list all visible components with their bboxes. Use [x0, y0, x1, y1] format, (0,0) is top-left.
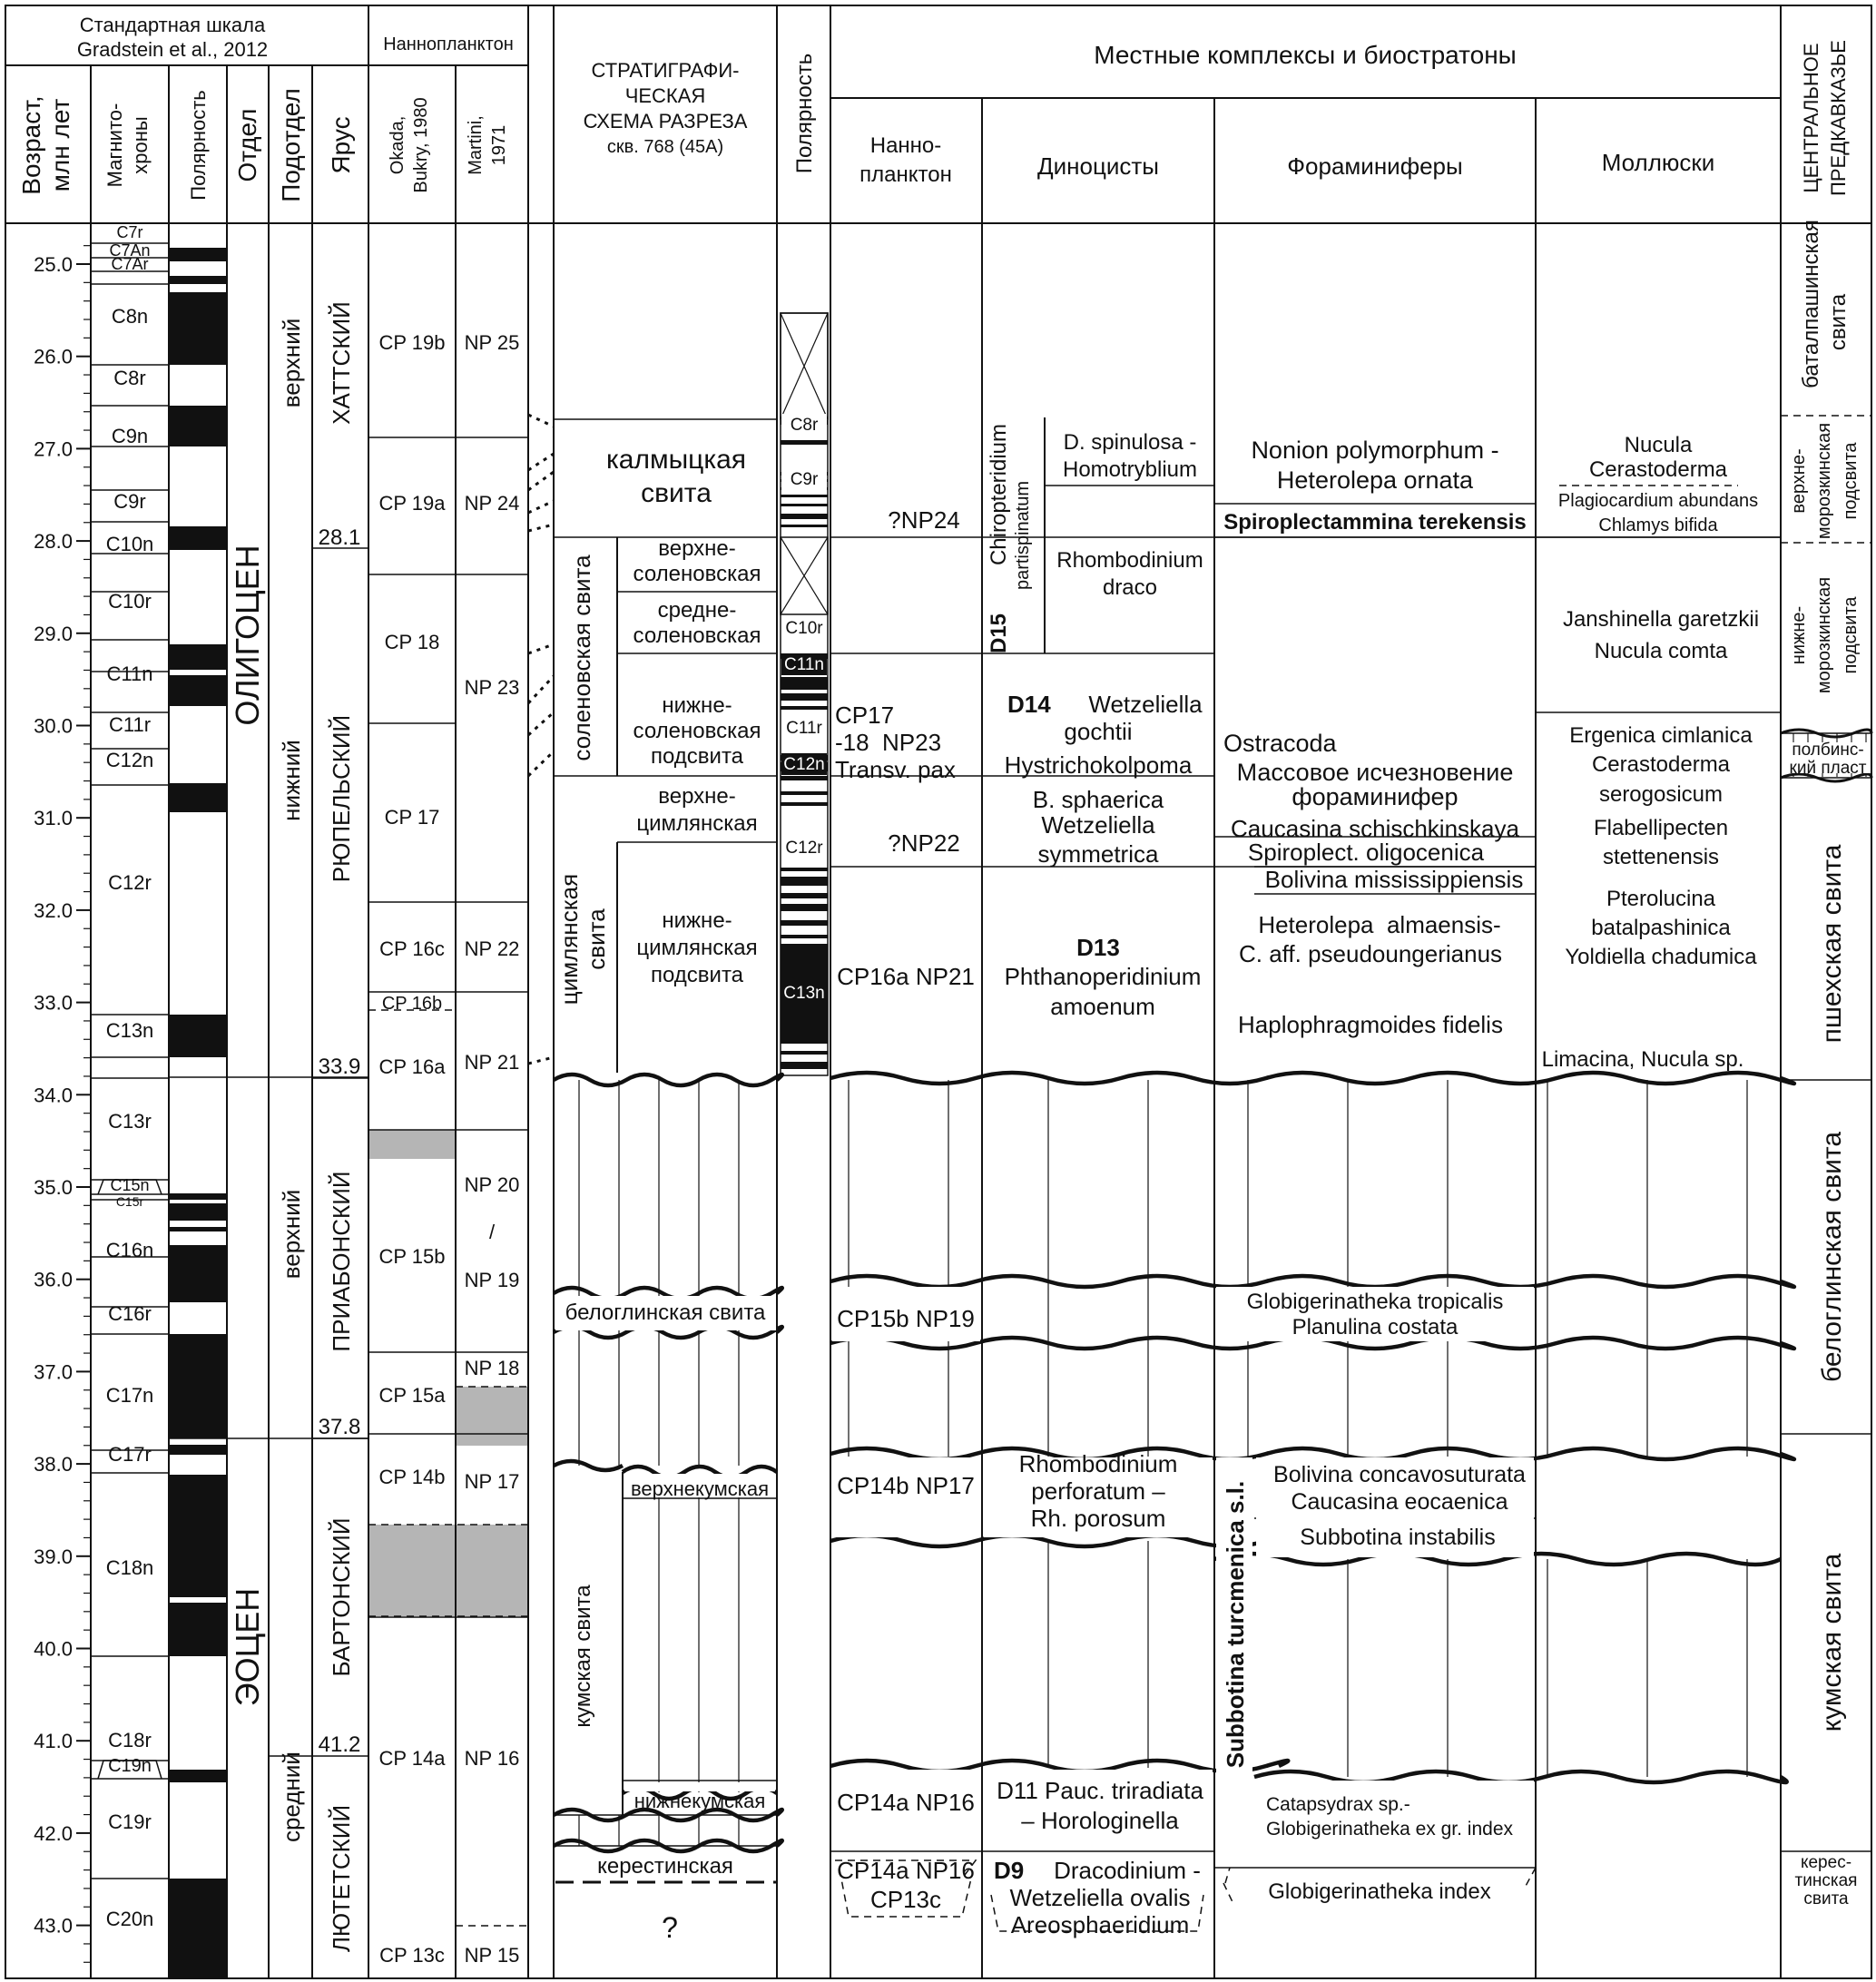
moll-plagio-2: Chlamys bifida: [1598, 515, 1718, 535]
subseries-middle-eocene: средний: [278, 1751, 305, 1842]
section-normal-band: [781, 514, 828, 519]
local-foram-title: Фораминиферы: [1287, 152, 1463, 180]
okada-cp13c: CP 13c: [379, 1944, 445, 1967]
section-normal-band: [781, 877, 828, 886]
loc-nanno-cp14b: CP14b NP17: [837, 1472, 975, 1499]
dino-d13-code: D13: [1076, 934, 1120, 961]
polarity-normal-band: [169, 783, 227, 812]
foram-ostra-1: Ostracoda: [1223, 730, 1337, 757]
moll-ptero-1: Pterolucina: [1606, 887, 1716, 911]
martini-np17: NP 17: [464, 1470, 520, 1493]
foram-ostra-2: Массовое исчезновение: [1236, 759, 1514, 786]
section-normal-band: [781, 495, 828, 497]
loc-nanno-np24q: ?NP24: [888, 506, 960, 534]
section-normal-band: [781, 920, 828, 926]
chron-label: C12r: [108, 871, 152, 894]
stage-rupelian: РЮПЕЛЬСКИЙ: [328, 714, 355, 883]
dino-chiro-1: Chiropteridium: [987, 423, 1011, 566]
dino-spinulosa-1: D. spinulosa -: [1063, 430, 1197, 455]
age-tick-label: 32.0: [34, 898, 73, 922]
dino-d14-1: Wetzeliella: [1088, 691, 1203, 718]
boundary-age-3: 37.8: [318, 1415, 361, 1439]
okada-cp16c: CP 16c: [379, 937, 445, 960]
foram-globind: Globigerinatheka index: [1268, 1879, 1491, 1904]
magnetochron-column: [91, 223, 169, 1930]
polarity-column: [169, 248, 227, 1978]
chron-label: C19r: [108, 1810, 152, 1833]
dino-perf-2: perforatum –: [1031, 1477, 1165, 1505]
section-polarity-label: Полярность: [792, 53, 817, 174]
age-tick-label: 25.0: [34, 253, 73, 276]
section-normal-band: [781, 776, 828, 780]
subseries-lower-oligocene: нижний: [278, 740, 305, 821]
foram-boliv: Bolivina mississippiensis: [1264, 866, 1524, 893]
stage-bartonian: БАРТОНСКИЙ: [328, 1517, 355, 1677]
cis-kerest-2: тинская: [1794, 1871, 1858, 1890]
gts-title-2: Gradstein et al., 2012: [76, 38, 269, 61]
foram-cauc-2: Spiroplect. oligocenica: [1247, 839, 1485, 866]
okada-cp17: CP 17: [384, 806, 440, 829]
series-col-label: Отдел: [233, 108, 261, 182]
moll-plagio-1: Plagiocardium abundans: [1557, 491, 1759, 511]
polarity-normal-band: [169, 1445, 227, 1455]
chron-label: C7Ar: [111, 255, 149, 273]
boundary-age-2: 33.9: [318, 1055, 361, 1079]
scheme-belogl: белоглинская свита: [565, 1300, 766, 1325]
gap-martini-1: [456, 1387, 528, 1446]
chron-label: C7An: [109, 241, 151, 260]
martini-col-label-1: Martini,: [466, 115, 486, 175]
polarity-normal-band: [169, 1879, 227, 1978]
age-tick-label: 40.0: [34, 1637, 73, 1661]
scheme-tsim-upper-2: цимлянская: [636, 811, 758, 836]
polarity-normal-band: [169, 675, 227, 706]
dino-rhombo-2: draco: [1102, 575, 1158, 600]
age-tick-label: 36.0: [34, 1268, 73, 1291]
chron-label: C8r: [113, 367, 146, 389]
stage-chattian: ХАТТСКИЙ: [328, 301, 355, 425]
polarity-normal-band: [169, 1227, 227, 1231]
gap-okada-1: [368, 1130, 456, 1159]
gts-title-1: Стандартная шкала: [79, 14, 266, 36]
scheme-sol-lower-1: нижне-: [662, 693, 732, 718]
scheme-sol-lower-3: подсвита: [650, 744, 744, 769]
age-tick-label: 33.0: [34, 991, 73, 1015]
ciscauc-title-1: ЦЕНТРАЛЬНОЕ: [1800, 43, 1822, 193]
polarity-normal-band: [169, 1770, 227, 1782]
scheme-kalmyk-1: калмыцкая: [605, 445, 747, 475]
cis-kerest-3: свита: [1803, 1889, 1849, 1908]
foram-catap-2: Globigerinatheka ex gr. index: [1266, 1819, 1514, 1840]
age-tick-label: 30.0: [34, 714, 73, 738]
polarity-col-label: Полярность: [187, 90, 210, 201]
loc-nanno-cp1718-1: CP17: [835, 702, 895, 729]
chron-label: C12n: [105, 749, 154, 771]
dino-chiro-2: partispinatum: [1013, 480, 1033, 591]
okada-col-label-1: Okada,: [388, 115, 408, 175]
scheme-kerest: керестинская: [597, 1854, 733, 1879]
section-normal-band: [781, 693, 828, 701]
moll-nucula-2: Cerastoderma: [1588, 457, 1728, 482]
okada-cp16b: CP 16b: [381, 994, 443, 1014]
polarity-normal-band: [169, 1015, 227, 1057]
gap-okada-2: [368, 1525, 528, 1616]
polarity-normal-band: [169, 1193, 227, 1200]
age-tick-label: 39.0: [34, 1545, 73, 1568]
age-tick-label: 31.0: [34, 807, 73, 830]
foram-subbot-tur: Subbotina turcmenica s.l.: [1222, 1480, 1249, 1769]
age-ticks: [34, 246, 91, 1963]
nanno-group-title: Наннопланктон: [383, 34, 514, 54]
loc-nanno-cp15b: CP15b NP19: [837, 1305, 975, 1332]
cis-kuma: кумская свита: [1817, 1553, 1847, 1732]
cis-polba-1: полбинс-: [1792, 741, 1864, 760]
foram-spiro: Spiroplectammina terekensis: [1223, 510, 1527, 535]
dino-d14-4: B. sphaerica: [1032, 786, 1164, 813]
dino-d13-2: amoenum: [1050, 993, 1155, 1020]
cis-pshekh: пшехская свита: [1817, 844, 1847, 1044]
section-normal-band: [781, 935, 828, 938]
cis-lowmoroz-2: морозкинская: [1814, 576, 1834, 694]
polarity-normal-band: [169, 644, 227, 670]
moll-jansh-1: Janshinella garetzkii: [1562, 607, 1760, 632]
scheme-tsim-lower-1: нижне-: [662, 908, 732, 933]
dino-spinulosa-2: Homotryblium: [1062, 457, 1198, 482]
dino-d14-2: gochtii: [1064, 718, 1133, 745]
scheme-sol-mid-2: соленовская: [633, 623, 761, 648]
section-chron-label: C13n: [783, 984, 825, 1003]
section-polarity-column: [781, 313, 828, 1075]
martini-np25: NP 25: [464, 331, 520, 354]
section-normal-band: [781, 504, 828, 506]
chron-label: C13n: [105, 1019, 154, 1042]
age-tick-label: 38.0: [34, 1453, 73, 1477]
loc-nanno-cp14a-2: CP14a NP16: [837, 1857, 975, 1884]
okada-cp19b: CP 19b: [378, 331, 446, 354]
moll-ergen-3: serogosicum: [1598, 782, 1724, 807]
dino-symm-2: symmetrica: [1037, 840, 1159, 868]
foram-nonion-2: Heterolepa ornata: [1276, 466, 1474, 494]
moll-nucula-1: Nucula: [1624, 433, 1693, 457]
scheme-sol-upper-1: верхне-: [658, 536, 736, 561]
section-normal-band: [781, 802, 828, 806]
cis-batal-1: баталпашинская: [1799, 220, 1823, 388]
foram-nonion-1: Nonion polymorphum -: [1251, 437, 1499, 464]
foram-catap-1: Catapsydrax sp.-: [1266, 1794, 1410, 1815]
age-tick-label: 34.0: [34, 1084, 73, 1107]
okada-col-label-2: Bukry, 1980: [411, 97, 431, 193]
age-tick-label: 41.0: [34, 1730, 73, 1753]
dino-d9-1: Dracodinium -: [1054, 1857, 1201, 1884]
martini-np16: NP 16: [464, 1747, 520, 1770]
section-chron-label: C10r: [785, 619, 823, 638]
subseries-col-label: Подотдел: [277, 88, 305, 202]
stage-priabonian: ПРИАБОНСКИЙ: [328, 1171, 355, 1352]
section-normal-band: [781, 525, 828, 527]
martini-slash: /: [488, 1221, 496, 1243]
dino-d11-1: D11 Pauc. triradiata: [997, 1777, 1203, 1804]
chron-label: C10r: [108, 590, 152, 613]
scheme-sol-upper-2: соленовская: [633, 562, 761, 586]
chron-label: C19n: [108, 1756, 152, 1776]
dino-symm-1: Wetzeliella: [1041, 811, 1155, 839]
section-chron-label: C8r: [790, 416, 819, 435]
section-chron-label: C9r: [790, 470, 819, 489]
chron-label: C11n: [106, 662, 153, 685]
scheme-kuma-upper: верхнекумская: [630, 1477, 770, 1500]
scheme-kuma-lower: нижнекумская: [634, 1790, 766, 1812]
okada-cp16a: CP 16a: [378, 1055, 446, 1078]
martini-np22: NP 22: [464, 937, 520, 960]
hatch-local-foram: [1216, 1559, 1781, 1777]
foram-haplo: Haplophragmoides fidelis: [1238, 1011, 1503, 1038]
scheme-tsim-2: свита: [583, 908, 610, 970]
foram-cauc-1: Caucasina schischkinskaya: [1231, 815, 1519, 842]
chron-label: C17n: [105, 1384, 154, 1407]
okada-cp14b: CP 14b: [378, 1466, 446, 1488]
cis-batal-2: свита: [1826, 293, 1851, 351]
scheme-tsim-upper-1: верхне-: [658, 784, 736, 809]
scheme-sol-lower-2: соленовская: [633, 719, 761, 743]
okada-cp15a: CP 15a: [378, 1384, 446, 1407]
loc-nanno-cp14a: CP14a NP16: [837, 1789, 975, 1816]
local-dino-title: Диноцисты: [1037, 152, 1159, 180]
martini-np18: NP 18: [464, 1357, 520, 1379]
chron-label: C11r: [108, 713, 152, 736]
polarity-normal-band: [169, 526, 227, 550]
chron-label: C9r: [113, 490, 146, 513]
okada-cp14a: CP 14a: [378, 1747, 446, 1770]
polarity-normal-band: [169, 276, 227, 284]
scheme-tsim-lower-2: цимлянская: [636, 936, 758, 960]
scheme-title-4: скв. 768 (45А): [606, 137, 724, 157]
chron-col-label-2: хроны: [129, 116, 152, 174]
polarity-normal-band: [169, 1603, 227, 1656]
section-normal-band: [781, 893, 828, 898]
polarity-normal-band: [169, 1245, 227, 1302]
chron-label: C13r: [108, 1110, 152, 1133]
section-chron-label: C12n: [783, 755, 825, 774]
section-normal-band: [781, 791, 828, 795]
foram-ostra-3: фораминифер: [1292, 783, 1459, 810]
section-chron-label: C12r: [785, 839, 823, 858]
dino-d15: D15: [987, 613, 1011, 653]
section-normal-band: [781, 677, 828, 690]
okada-cp18: CP 18: [384, 631, 440, 653]
martini-np20: NP 20: [464, 1173, 520, 1196]
chron-label: C15n: [110, 1176, 150, 1194]
dino-d9-code: D9: [994, 1857, 1025, 1884]
boundary-age-1: 28.1: [318, 525, 361, 550]
foram-globtrop-1: Globigerinatheka tropicalis: [1246, 1290, 1504, 1314]
foram-globtrop-2: Planulina costata: [1292, 1315, 1459, 1339]
dino-d14-3: Hystrichokolpoma: [1004, 751, 1193, 779]
scheme-tsim-1: цимлянская: [555, 873, 583, 1006]
section-normal-band: [781, 440, 828, 445]
local-nanno-title-1: Нанно-: [869, 133, 942, 158]
section-normal-band: [781, 904, 828, 911]
hatch-scheme-bartonian: [623, 1497, 777, 1792]
martini-np19: NP 19: [464, 1269, 520, 1291]
age-tick-label: 37.0: [34, 1360, 73, 1384]
age-tick-label: 26.0: [34, 345, 73, 368]
local-group-title: Местные комплексы и биостратоны: [1094, 41, 1517, 69]
cis-lowmoroz-1: нижне-: [1789, 605, 1809, 665]
dino-d14-code: D14: [1007, 691, 1051, 718]
polarity-normal-band: [169, 248, 227, 261]
series-eocene: ЭОЦЕН: [229, 1587, 266, 1707]
moll-ergen-1: Ergenica cimlanica: [1569, 723, 1753, 748]
scheme-sol-mid-1: средне-: [657, 598, 737, 623]
section-normal-band: [781, 706, 828, 710]
boundary-age-4: 41.2: [318, 1732, 361, 1757]
scheme-unknown: ?: [662, 1911, 678, 1944]
scheme-tsim-lower-3: подсвита: [650, 963, 744, 987]
section-chron-label: C11n: [783, 655, 825, 674]
dino-d9-3: Areosphaeridium: [1010, 1911, 1190, 1938]
loc-nanno-cp1718-2: -18 NP23: [835, 729, 942, 756]
foram-hetero-2: C. aff. pseudoungerianus: [1238, 940, 1503, 967]
section-chron-label: C11r: [786, 719, 822, 738]
moll-ptero-2: batalpashinica: [1591, 916, 1731, 940]
scheme-kuma: кумская свита: [571, 1585, 595, 1728]
chron-label: C7r: [116, 223, 143, 241]
martini-col-label-2: 1971: [489, 124, 509, 166]
chron-label: C15r: [115, 1194, 144, 1209]
polarity-normal-band: [169, 292, 227, 365]
polarity-normal-band: [169, 1475, 227, 1597]
cis-polba-2: кий пласт: [1789, 759, 1867, 778]
moll-flab-2: stettenensis: [1602, 845, 1720, 869]
scheme-title-1: СТРАТИГРАФИ-: [591, 59, 740, 82]
chron-col-label-1: Магнито-: [103, 103, 126, 188]
dino-d11-2: – Horologinella: [1021, 1807, 1179, 1834]
subseries-upper-oligocene: верхний: [278, 318, 305, 408]
dino-d13-1: Phthanoperidinium: [1004, 963, 1202, 990]
polarity-normal-band: [169, 406, 227, 446]
cis-upmoroz-3: подсвита: [1841, 442, 1861, 520]
foram-bolconc-1: Bolivina concavosuturata: [1273, 1462, 1526, 1487]
local-moll-title: Моллюски: [1601, 149, 1715, 176]
martini-np24: NP 24: [464, 492, 520, 515]
moll-jansh-2: Nucula comta: [1594, 639, 1728, 663]
foram-bolconc-2: Caucasina eocaenica: [1291, 1489, 1508, 1515]
local-nanno-title-2: планктон: [859, 162, 952, 187]
age-tick-label: 29.0: [34, 622, 73, 645]
martini-np21: NP 21: [464, 1051, 520, 1074]
dino-perf-3: Rh. porosum: [1030, 1505, 1166, 1532]
cis-upmoroz-2: морозкинская: [1814, 422, 1834, 540]
chron-label: C10n: [105, 533, 154, 555]
okada-cp19a: CP 19a: [378, 492, 446, 515]
series-oligocene: ОЛИГОЦЕН: [229, 545, 266, 726]
moll-ptero-3: Yoldiella chadumica: [1565, 945, 1757, 969]
age-col-label-2: млн лет: [46, 98, 74, 192]
correlation-lines: [528, 415, 554, 1064]
scheme-solenov: соленовская свита: [568, 554, 595, 761]
okada-cp15b: CP 15b: [378, 1245, 446, 1268]
dino-d9-2: Wetzeliella ovalis: [1009, 1884, 1191, 1911]
section-normal-band: [781, 1062, 828, 1069]
cis-kerest-1: керес-: [1800, 1853, 1852, 1872]
age-col-label-1: Возраст,: [17, 95, 45, 195]
age-tick-label: 35.0: [34, 1176, 73, 1199]
loc-nanno-cp16a: CP16a NP21: [837, 963, 975, 990]
hatch-scheme-priabonian: [554, 1080, 777, 1466]
dino-perf-1: Rhombodinium: [1018, 1450, 1178, 1477]
cis-lowmoroz-3: подсвита: [1841, 596, 1861, 674]
hatch-local-nanno-dino: [980, 1541, 1214, 1768]
cis-belogl: белоглинская свита: [1817, 1131, 1847, 1383]
chron-label: C18n: [105, 1556, 154, 1579]
age-tick-label: 43.0: [34, 1914, 73, 1938]
subseries-upper-eocene: верхний: [278, 1189, 305, 1280]
chron-label: C16n: [105, 1239, 154, 1261]
moll-ergen-2: Cerastoderma: [1591, 752, 1731, 777]
chron-label: C18r: [108, 1729, 152, 1751]
scheme-title-2: ЧЕСКАЯ: [624, 84, 706, 107]
age-tick-label: 42.0: [34, 1821, 73, 1845]
chron-label: C9n: [111, 425, 149, 447]
chron-label: C20n: [105, 1908, 154, 1930]
loc-nanno-np22q: ?NP22: [888, 829, 960, 857]
hatch-local-upper: [830, 1080, 1781, 1457]
moll-limac: Limacina, Nucula sp.: [1541, 1047, 1744, 1072]
polarity-normal-band: [169, 1203, 227, 1221]
dino-rhombo-1: Rhombodinium: [1056, 548, 1203, 573]
moll-flab-1: Flabellipecten: [1593, 816, 1729, 840]
age-tick-label: 27.0: [34, 437, 73, 461]
loc-nanno-cp1718-3: Transv. pax: [835, 756, 956, 783]
section-normal-band: [781, 868, 828, 871]
martini-np23: NP 23: [464, 676, 520, 699]
ciscauc-title-2: ПРЕДКАВКАЗЬЕ: [1827, 40, 1850, 196]
stage-lutetian: ЛЮТЕТСКИЙ: [328, 1804, 355, 1953]
foram-hetero-1: Heterolepa almaensis-: [1258, 911, 1501, 938]
age-tick-label: 28.0: [34, 530, 73, 554]
polarity-normal-band: [169, 1334, 227, 1438]
scheme-title-3: СХЕМА РАЗРЕЗА: [583, 110, 748, 132]
martini-np15: NP 15: [464, 1944, 520, 1967]
scheme-kalmyk-2: свита: [641, 478, 712, 508]
cis-upmoroz-1: верхне-: [1789, 448, 1809, 514]
loc-nanno-cp13c: CP13c: [869, 1886, 942, 1913]
chron-label: C16r: [108, 1302, 152, 1325]
section-normal-band: [781, 1051, 828, 1055]
chron-label: C8n: [111, 305, 149, 328]
foram-subinst: Subbotina instabilis: [1300, 1525, 1496, 1550]
stage-col-label: Ярус: [327, 116, 355, 174]
chron-label: C17r: [108, 1443, 152, 1466]
